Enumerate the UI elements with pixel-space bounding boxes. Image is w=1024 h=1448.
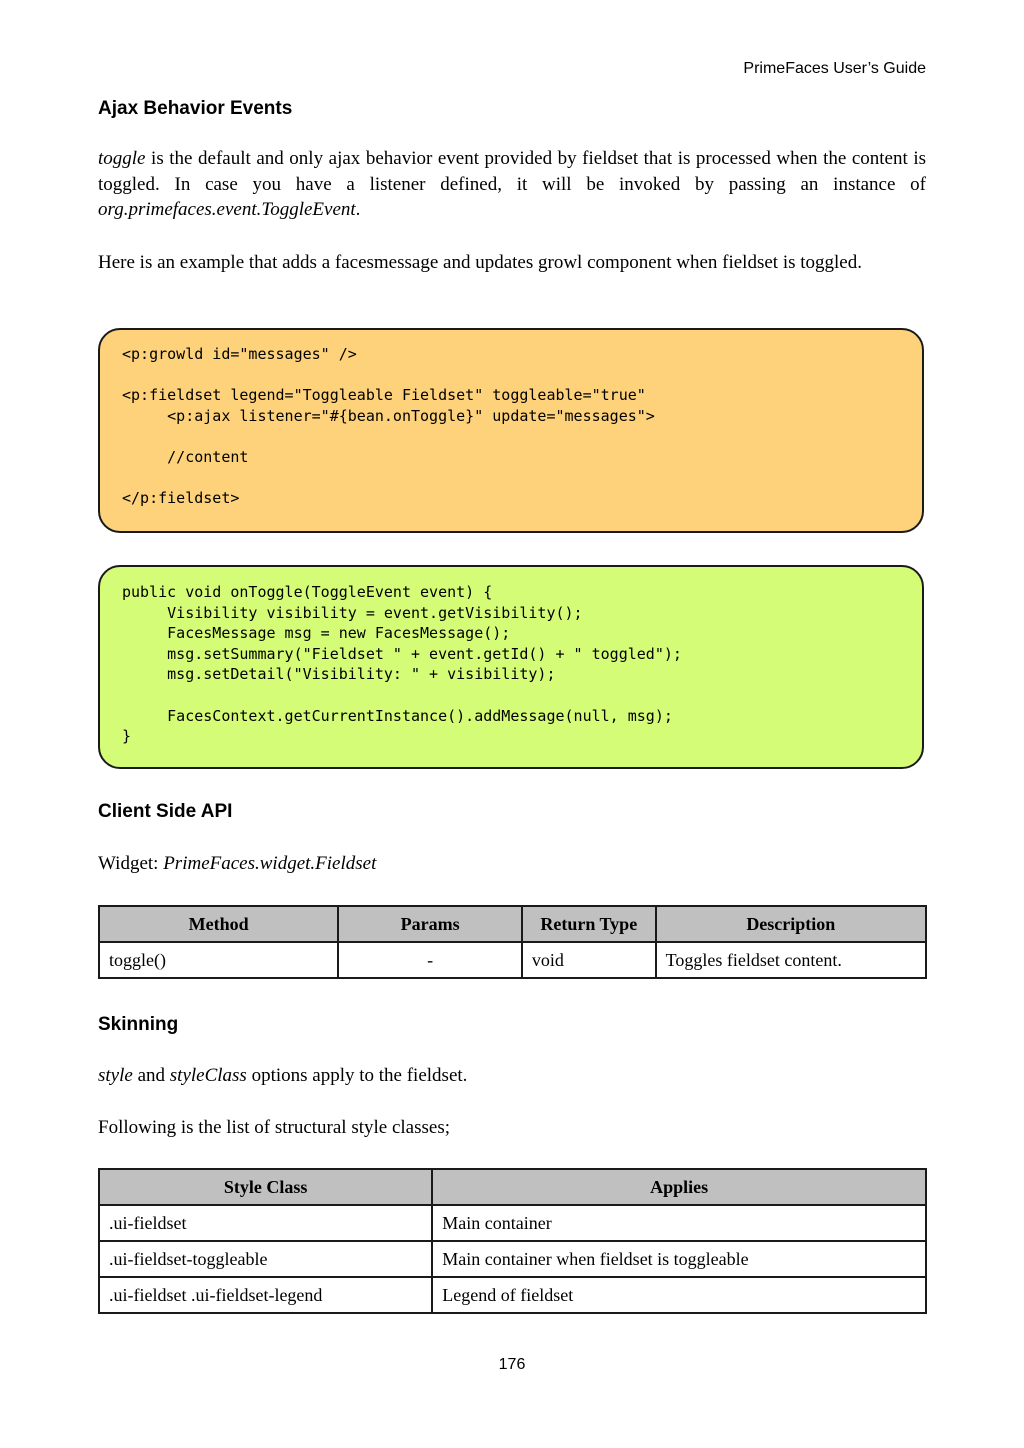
style-class-table — [98, 1168, 927, 1314]
column-header-return-type: Return Type — [522, 906, 656, 942]
cell-method: toggle() — [99, 942, 338, 978]
column-header-description: Description — [656, 906, 926, 942]
cell-style-class: .ui-fieldset .ui-fieldset-legend — [99, 1277, 432, 1313]
heading-ajax-behavior-events: Ajax Behavior Events — [98, 98, 293, 119]
page-header: PrimeFaces User’s Guide — [743, 60, 926, 77]
toggle-event-class: org.primefaces.event.ToggleEvent — [98, 199, 356, 220]
ajax-paragraph-1 — [98, 146, 926, 223]
cell-description: Toggles fieldset content. — [656, 942, 926, 978]
cell-style-class: .ui-fieldset — [99, 1205, 432, 1241]
cell-return-type: void — [522, 942, 656, 978]
column-header-style-class: Style Class — [99, 1169, 432, 1205]
column-header-applies: Applies — [432, 1169, 926, 1205]
ajax-paragraph-1-text: is the default and only ajax behavior event provided by fieldset that is processed when the content is toggled. In case you have a listener defined, it will be invoked by passing an instance of — [98, 148, 926, 195]
style-option: style — [98, 1065, 133, 1086]
ajax-paragraph-2: Here is an example that adds a facesmessage and updates growl component when fieldset is toggled. — [98, 252, 862, 273]
heading-client-side-api: Client Side API — [98, 801, 233, 822]
client-api-table — [98, 905, 927, 979]
heading-skinning: Skinning — [98, 1014, 179, 1035]
table-row — [99, 942, 926, 978]
table-row — [99, 1241, 926, 1277]
cell-params: - — [338, 942, 522, 978]
table-header-row — [99, 906, 926, 942]
cell-applies: Main container — [432, 1205, 926, 1241]
cell-applies: Legend of fieldset — [432, 1277, 926, 1313]
skinning-paragraph-1 — [98, 1063, 926, 1089]
widget-name: PrimeFaces.widget.Fieldset — [163, 853, 377, 874]
column-header-params: Params — [338, 906, 522, 942]
widget-line — [98, 851, 926, 877]
page-number: 176 — [498, 1356, 526, 1373]
skinning-rest-text: options apply to the fieldset. — [246, 1065, 468, 1086]
table-row — [99, 1205, 926, 1241]
java-code-block: public void onToggle(ToggleEvent event) { Visibility visibility = event.getVisibility(); FacesMessage msg = new FacesMessage(); msg.setSummary("Fieldset " + event.getId() + " toggled"); msg.setDetail("Visibility: " + visibility); FacesContext.getCurrentInstance().addMessage(null, msg); } — [98, 565, 924, 769]
ajax-paragraph-1-end: . — [355, 199, 361, 220]
column-header-method: Method — [99, 906, 338, 942]
table-header-row — [99, 1169, 926, 1205]
cell-applies: Main container when fieldset is toggleable — [432, 1241, 926, 1277]
skinning-and-text: and — [132, 1065, 170, 1086]
style-class-option: styleClass — [169, 1065, 247, 1086]
table-row — [99, 1277, 926, 1313]
widget-label: Widget: — [98, 853, 164, 874]
skinning-paragraph-2: Following is the list of structural style classes; — [98, 1117, 450, 1138]
toggle-event-name: toggle — [98, 148, 146, 169]
cell-style-class: .ui-fieldset-toggleable — [99, 1241, 432, 1277]
xhtml-code-block: <p:growld id="messages" /> <p:fieldset legend="Toggleable Fieldset" toggleable="true" <p:ajax listener="#{bean.onToggle}" update="messages"> //content </p:fieldset> — [98, 328, 924, 533]
